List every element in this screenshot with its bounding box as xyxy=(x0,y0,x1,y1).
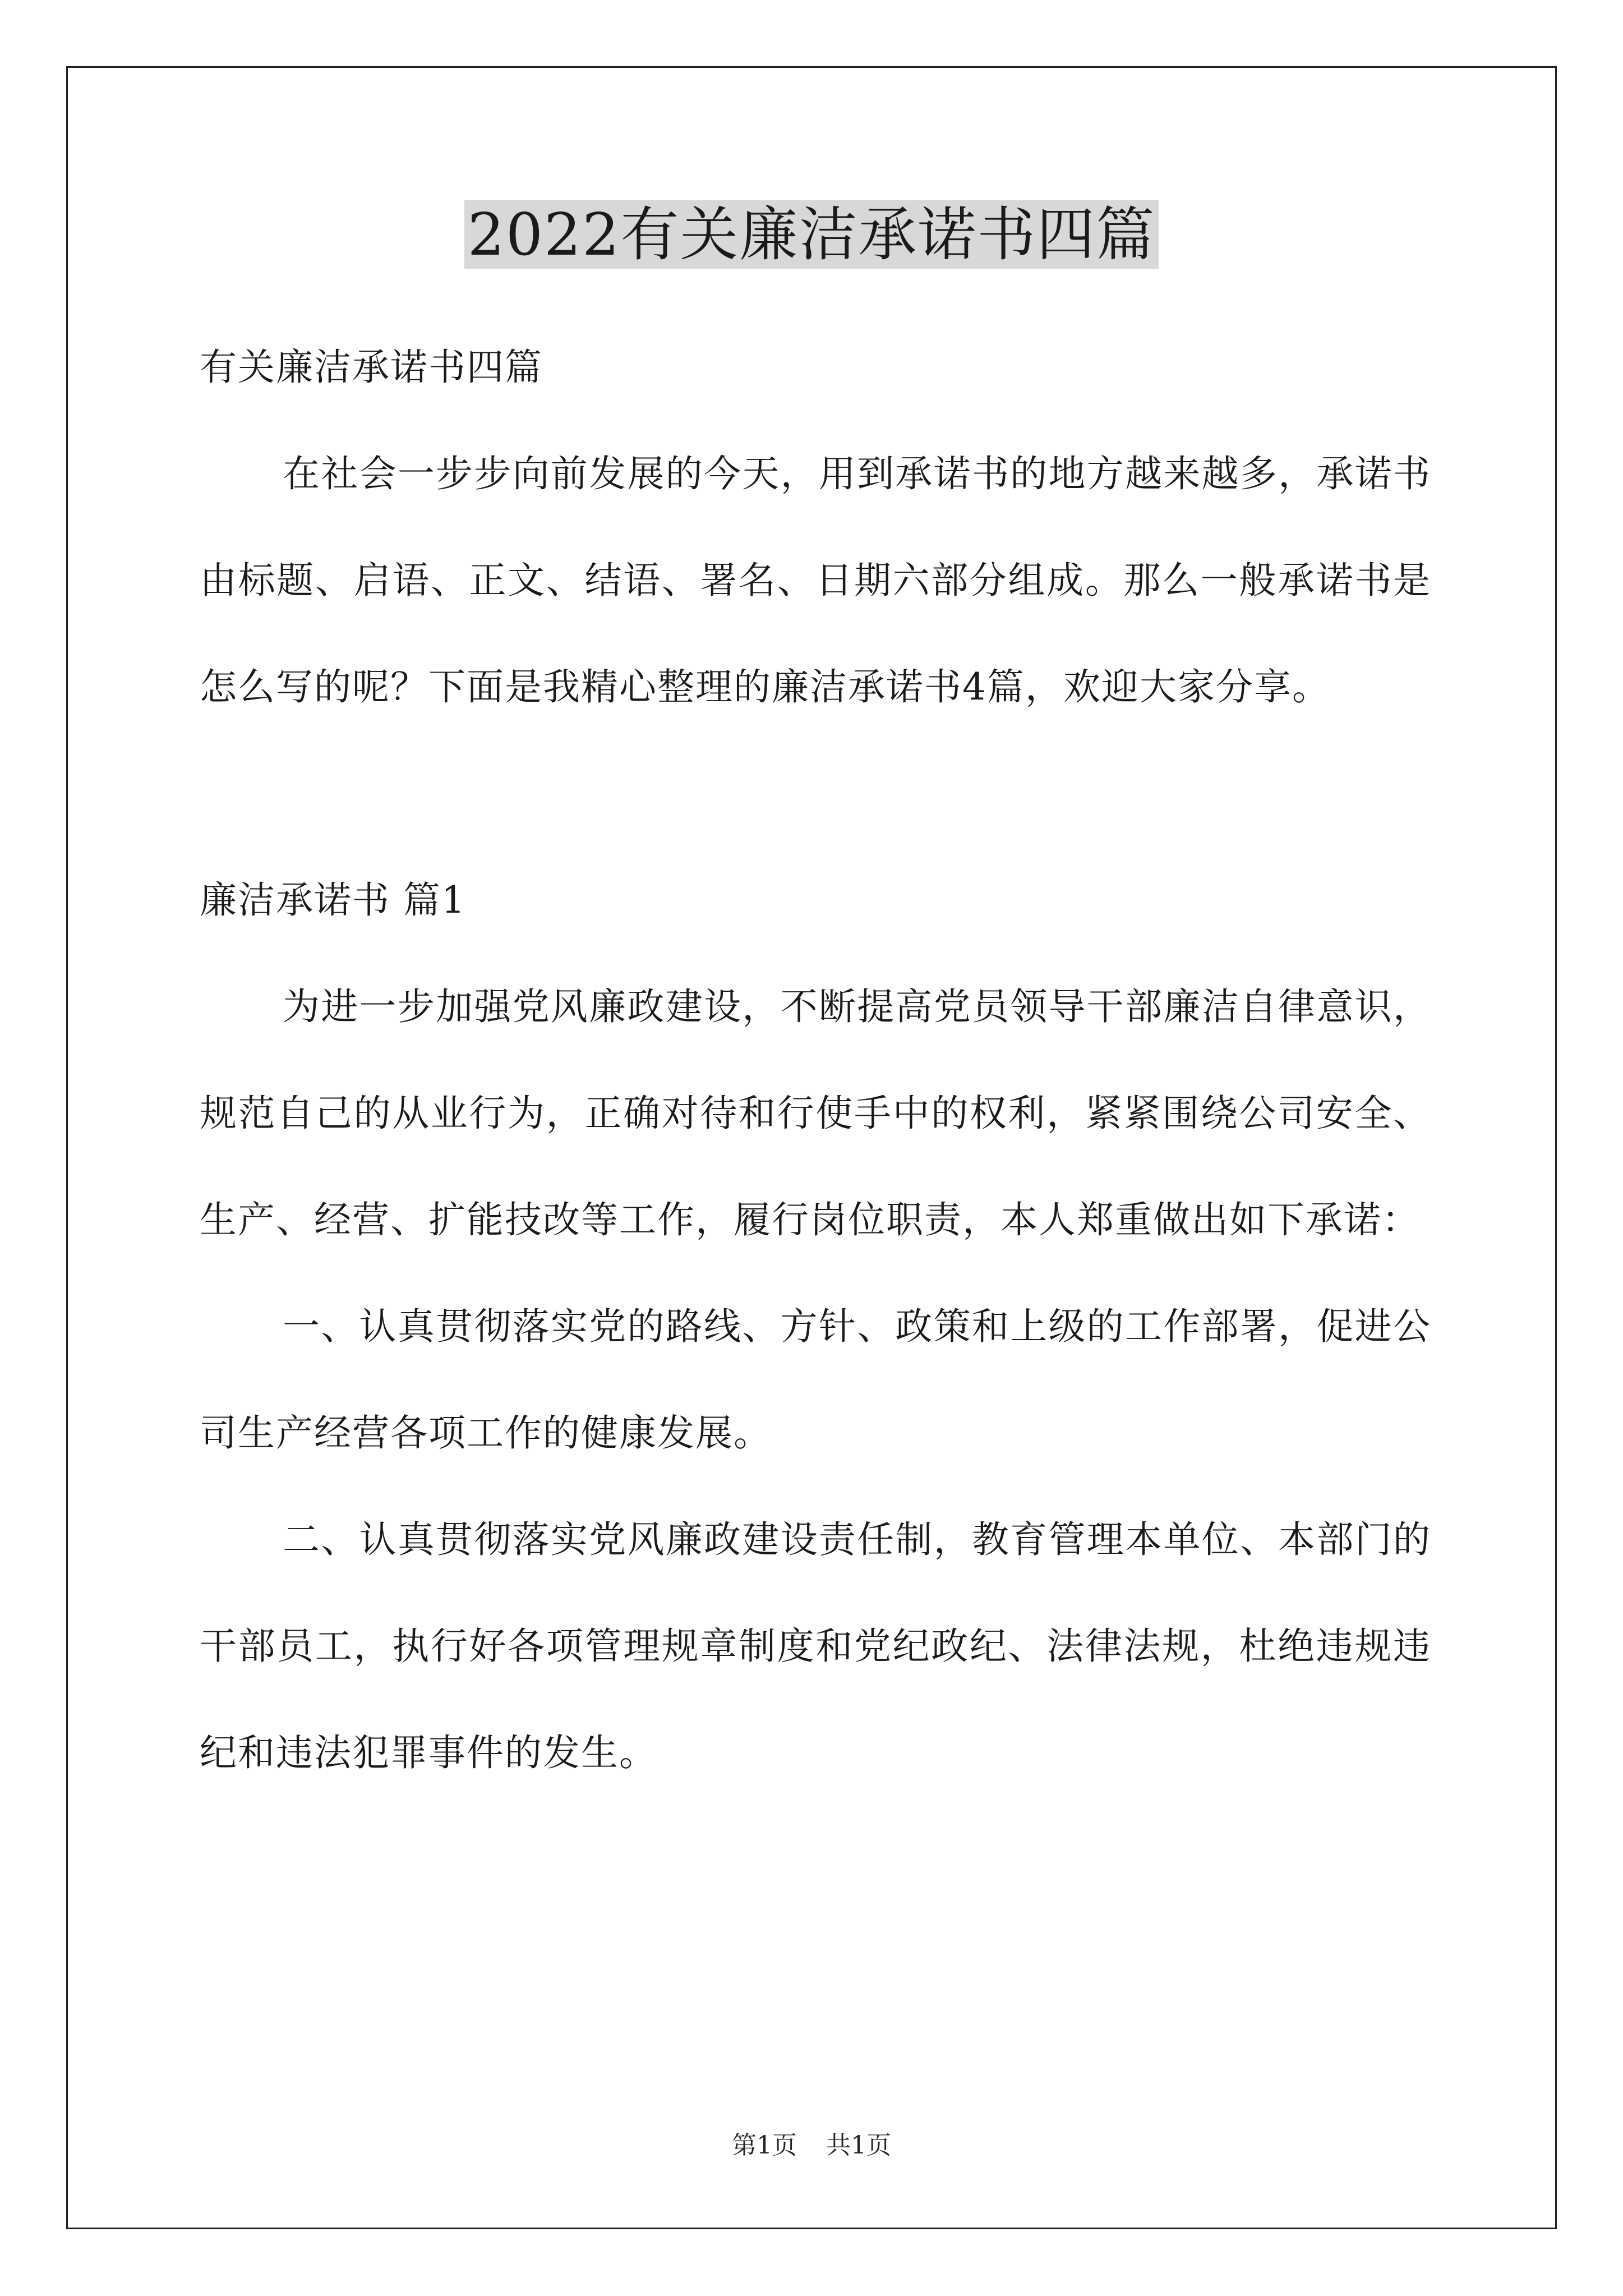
page-number-current: 第1页 xyxy=(732,2131,797,2160)
document-title-text: 2022有关廉洁承诺书四篇 xyxy=(464,200,1159,269)
body-paragraph-2: 一、认真贯彻落实党的路线、方针、政策和上级的工作部署，促进公司生产经营各项工作的健康发展。 xyxy=(200,1305,1431,1455)
page-number-total: 共1页 xyxy=(826,2131,891,2160)
document-body xyxy=(200,314,1431,1806)
document-subtitle: 有关廉洁承诺书四篇 xyxy=(200,346,543,389)
body-paragraph-1: 为进一步加强党风廉政建设，不断提高党员领导干部廉洁自律意识，规范自己的从业行为，正确对待和行使手中的权利，紧紧围绕公司安全、生产、经营、扩能技改等工作，履行岗位职责，本人郑重做出如下承诺： xyxy=(200,985,1431,1241)
body-paragraph-3: 二、认真贯彻落实党风廉政建设责任制，教育管理本单位、本部门的干部员工，执行好各项管理规章制度和党纪政纪、法律法规，杜绝违规违纪和违法犯罪事件的发生。 xyxy=(200,1518,1431,1774)
document-title xyxy=(0,195,1623,274)
intro-paragraph: 在社会一步步向前发展的今天，用到承诺书的地方越来越多，承诺书由标题、启语、正文、结语、署名、日期六部分组成。那么一般承诺书是怎么写的呢？下面是我精心整理的廉洁承诺书4篇，欢迎大家分享。 xyxy=(200,452,1431,708)
page-footer xyxy=(0,2129,1623,2162)
section-heading: 廉洁承诺书 篇1 xyxy=(200,878,466,922)
